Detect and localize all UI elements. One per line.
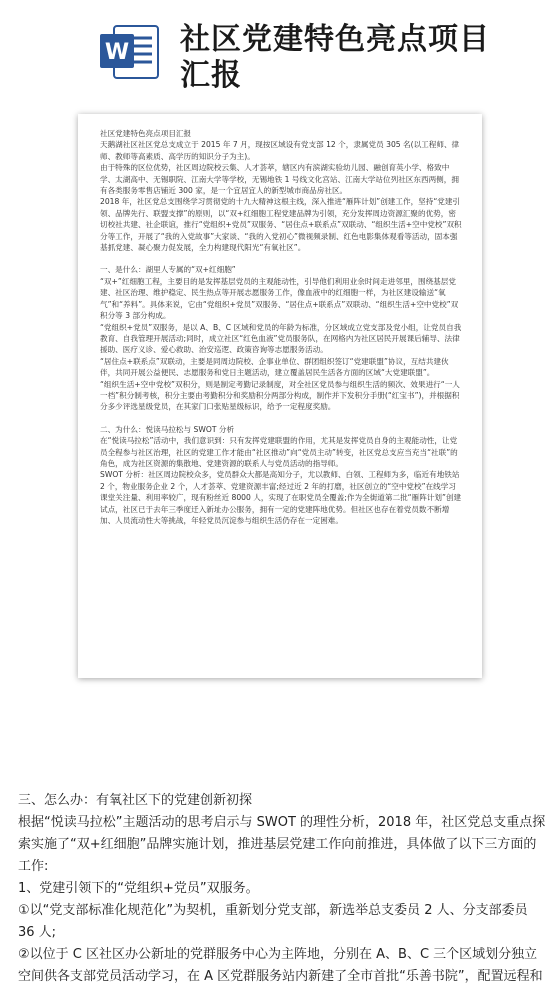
body-paragraph: ①以“党支部标准化规范化”为契机，重新划分党支部，新选举总支委员 2 人、分支部委员 36 人; [18, 903, 528, 940]
word-icon-letter: W [104, 40, 130, 65]
body-paragraph: 1、党建引领下的“党组织+党员”双服务。 [18, 881, 259, 896]
page-paragraph: 在“悦读马拉松”活动中，我们意识到：只有发挥党建联盟的作用，尤其是发挥党员自身的主观能动性，让党员全程参与社区治理，社区的党建工作才能由“社区推动”向“党员主动”转变，社区党总支应当充当“社联”的角色，成为社区资源的集散地、党建资源的联系人与党员活动的指导师。 [100, 436, 458, 468]
page-paragraph: 社区党建特色亮点项目汇报 [100, 129, 192, 138]
page-paragraph: 2018 年，社区党总支围绕学习贯彻党的十九大精神这根主线，深入推进“雁阵计划”创建工作，坚持“党建引领、品牌先行、联盟支撑”的原则，以“双+红细胞工程党建品牌为引领，充分发挥周边资源汇聚的优势，密切校社共建、社企联谊，推行“党组织+党员”双服务、“居住点+联系点”双联动、“组织生活+空中党校”双积分等工作，开展了“我的入党故事”大家谈、“我的入党初心”微视频录制、红色电影集体观看等活动，固本强基抓党建、凝心聚力促发展，全力构建现代阳光“有氧社区”。 [100, 197, 462, 253]
page-title: 社区党建特色亮点项目汇报 [180, 22, 490, 93]
page-paragraph: “双+”红细胞工程，主要目的是发挥基层党员的主观能动性，引导他们利用业余时间走进邻里，围绕基层党建、社区治理、维护稳定、民生热点等开展志愿服务工作，像血液中的红细胞一样，为社区建设输送“氧气”和“养料”。具体来说，它由“党组织+党员”双服务、“居住点+联系点”双联动、“组织生活+空中党校”双积分等 3 部分构成。 [100, 276, 459, 321]
page-paragraph: “组织生活+空中党校”双积分，则是制定考勤记录制度，对全社区党员参与组织生活的频次、效果进行“一人一档”积分制考核，积分主要由考勤积分和奖励积分两部分构成，制作并下发积分手册(“红宝书”)，并根据积分多少评选星级党员，在其家门口张贴星级标识，给予一定程度奖励。 [100, 379, 460, 412]
page-section-heading: 一、是什么：湖里人专属的“双+红细胞” [100, 265, 236, 275]
page-paragraph: 天鹅湖社区社区党总支成立于 2015 年 7 月，现按区域设有党支部 12 个，隶属党员 305 名(以工程师、律师、教师等高素质、高学历的知识分子为主)。 [100, 140, 460, 161]
body-paragraph: 根据“悦读马拉松”主题活动的思考启示与 SWOT 的理性分析，2018 年，社区党总支重点探索实施了“双+红细胞”品牌实施计划，推进基层党建工作向前推进，具体做了以下三方面的工作: [18, 815, 546, 874]
word-doc-icon [98, 22, 160, 82]
document-page-preview [78, 114, 482, 678]
body-section-heading: 三、怎么办：有氧社区下的党建创新初探 [18, 793, 253, 808]
body-text [18, 790, 546, 984]
page-paragraph: “居住点+联系点”双联动，主要是同周边院校、企事业单位、群团组织签订“党建联盟”协议，互结共建伙伴，共同开展公益便民、志愿服务和党日主题活动，建立覆盖居民生活各方面的区域“大党建联盟”。 [100, 356, 449, 378]
page-paragraph: “党组织+党员”双服务，是以 A、B、C 区域和党员的年龄为标准，分区域成立党支部及党小组，让党员自我教育、自我管理开展活动;同时，成立社区“红色血液”党员服务队，在网格内为社区居民开展课后辅导、法律援助、医疗义诊、爱心救助、治安巡逻、政策咨询等志愿服务活动。 [100, 322, 462, 355]
body-paragraph: ②以位于 C 区社区办公新址的党群服务中心为主阵地，分别在 A、B、C 三个区域划分独立空间供各支部党员活动学习，在 A 区党群服务站内新建了全市首批“乐善书院”，配置远程和 [18, 947, 543, 984]
header [0, 0, 560, 100]
page-paragraph: 由于特殊的区位优势，社区周边院校云集、人才荟萃，辖区内有滨湖实验幼儿园、融创育英小学、格致中学、太湖高中、无锡职院、江南大学等学校，无锡地铁 1 号线文化宫站、江南大学站位列社区东西两侧，拥有各类服务零售店铺近 300 家，是一个宜居宜人的新型城市商品房社区。 [100, 163, 459, 196]
paragraph-gap [100, 253, 462, 264]
paragraph-gap [100, 413, 462, 424]
page-paragraph: SWOT 分析：社区周边院校众多，党员群众大都是高知分子，尤以教师、白领、工程师为多，临近有地铁站 2 个，物业服务企业 2 个，人才荟萃、党建资源丰富;经过近 2 年的打磨，社区创立的“空中党校”在线学习课堂关注量、利用率较广，现有粉丝近 8000 人，实现了在职党员全覆盖;作为全街道第二批“雁阵计划”创建试点，社区已于去年三季度迁入新址办公服务，拥有一定的党建阵地优势。但社区也存在着党员数不断增加、人员流动性大等挑战，年轻党员沉淀参与组织生活仍存在一定困难。 [100, 470, 462, 525]
page-section-heading: 二、为什么：悦读马拉松与 SWOT 分析 [100, 424, 235, 434]
